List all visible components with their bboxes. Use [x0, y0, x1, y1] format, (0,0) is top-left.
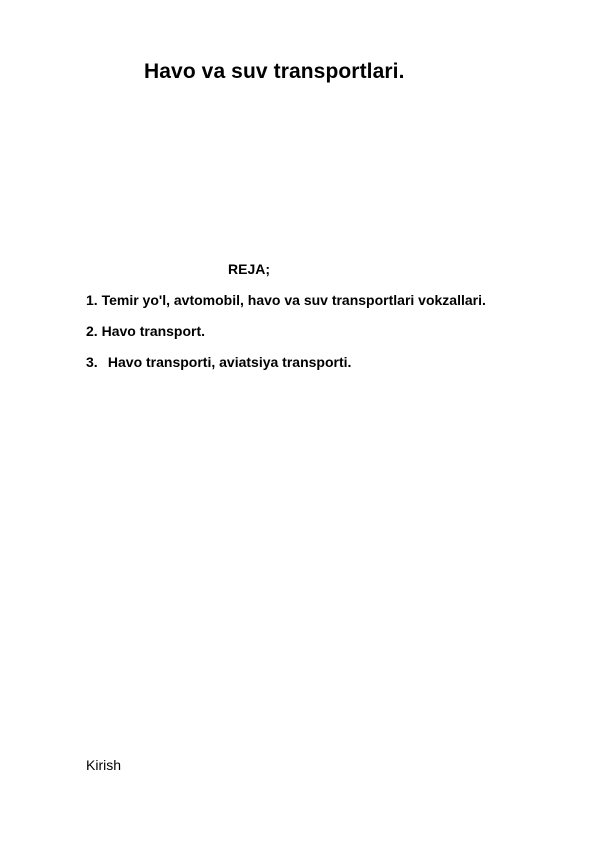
plan-list [86, 292, 486, 385]
plan-item [86, 354, 486, 385]
plan-item-text: Temir yo'l, avtomobil, havo va suv transportlari vokzallari. [101, 292, 486, 308]
plan-item-number: 1. [86, 292, 98, 308]
section-heading-intro: Kirish [86, 757, 122, 773]
plan-item-number: 2. [86, 323, 98, 339]
plan-heading: REJA; [228, 261, 271, 277]
plan-item-text: Havo transport. [101, 323, 206, 339]
document-title: Havo va suv transportlari. [144, 60, 405, 83]
plan-item-text: Havo transporti, aviatsiya transporti. [107, 354, 352, 370]
plan-item [86, 292, 486, 323]
plan-item-number: 3. [86, 354, 98, 370]
plan-item [86, 323, 486, 354]
